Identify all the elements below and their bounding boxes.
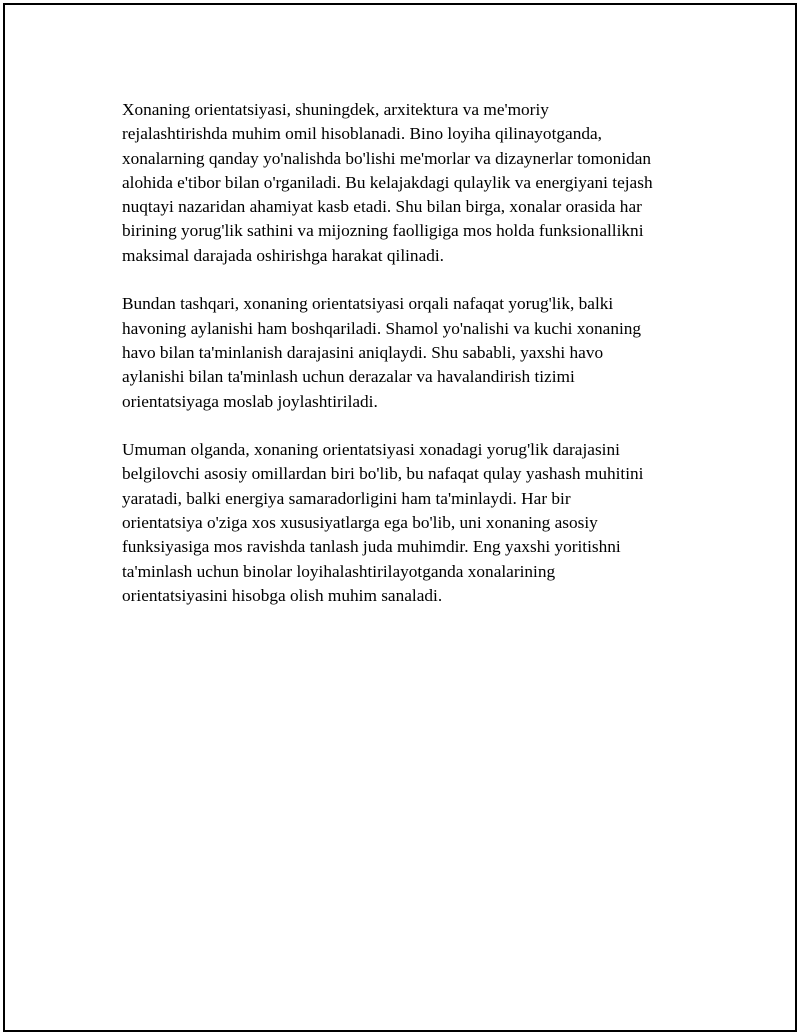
paragraph-line: birining yorug'lik sathini va mijozning faolligiga mos holda funksionallikni xyxy=(122,221,644,241)
paragraph-line: alohida e'tibor bilan o'rganiladi. Bu kelajakdagi qulaylik va energiyani tejash xyxy=(122,172,653,192)
paragraph-line: Bundan tashqari, xonaning orientatsiyasi orqali nafaqat yorug'lik, balki xyxy=(122,294,614,314)
paragraph-line: aylanishi bilan ta'minlash uchun derazalar va havalandirish tizimi xyxy=(122,367,575,387)
paragraph-line: ta'minlash uchun binolar loyihalashtirilayotganda xonalarining xyxy=(122,561,556,581)
paragraph-line: havo bilan ta'minlanish darajasini aniqlaydi. Shu sababli, yaxshi havo xyxy=(122,342,604,362)
paragraph-line: nuqtayi nazaridan ahamiyat kasb etadi. Shu bilan birga, xonalar orasida har xyxy=(122,197,642,217)
paragraph-line: maksimal darajada oshirishga harakat qilinadi. xyxy=(122,245,444,265)
paragraph-line: orientatsiyaga moslab joylashtiriladi. xyxy=(122,391,378,411)
paragraph-line: havoning aylanishi ham boshqariladi. Shamol yo'nalishi va kuchi xonaning xyxy=(122,318,642,338)
paragraph-line: orientatsiyasini hisobga olish muhim sanaladi. xyxy=(122,585,443,605)
paragraph-line: Xonaning orientatsiyasi, shuningdek, arxitektura va me'moriy xyxy=(122,100,549,119)
paragraph-line: belgilovchi asosiy omillardan biri bo'lib, bu nafaqat qulay yashash muhitini xyxy=(122,464,644,484)
paragraph-line: funksiyasiga mos ravishda tanlash juda muhimdir. Eng yaxshi yoritishni xyxy=(122,537,621,557)
paragraph-3 xyxy=(122,438,712,608)
paragraph-1 xyxy=(122,98,712,268)
paragraph-line: xonalarning qanday yo'nalishda bo'lishi me'morlar va dizaynerlar tomonidan xyxy=(122,148,652,168)
paragraph-line: Umuman olganda, xonaning orientatsiyasi xonadagi yorug'lik darajasini xyxy=(122,440,620,460)
paragraph-line: orientatsiya o'ziga xos xususiyatlarga ega bo'lib, uni xonaning asosiy xyxy=(122,513,598,533)
page-frame xyxy=(3,3,797,1032)
document-body xyxy=(122,98,712,633)
paragraph-2 xyxy=(122,292,712,413)
paragraph-line: yaratadi, balki energiya samaradorligini ham ta'minlaydi. Har bir xyxy=(122,488,571,508)
paragraph-line: rejalashtirishda muhim omil hisoblanadi. Bino loyiha qilinayotganda, xyxy=(122,124,602,144)
